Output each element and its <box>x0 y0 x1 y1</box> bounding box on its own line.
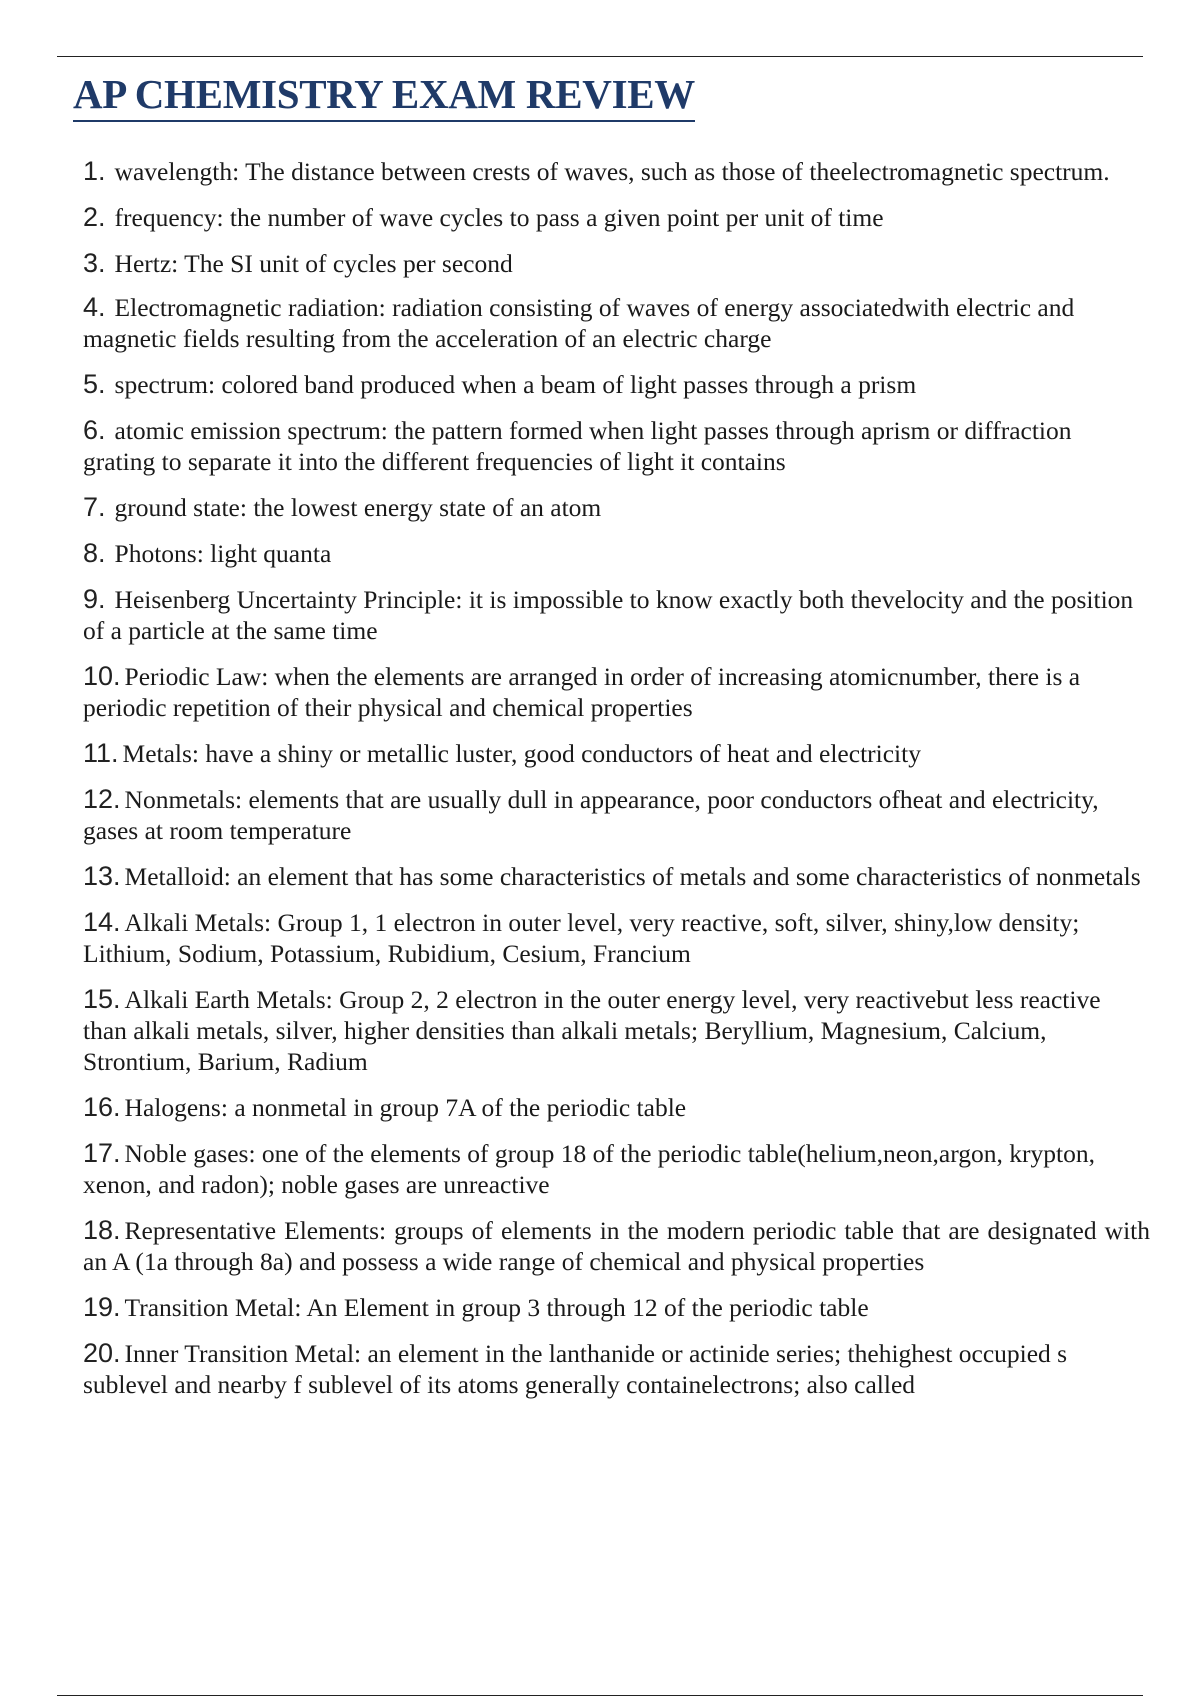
item-number: 10. <box>83 661 121 691</box>
list-item <box>83 248 1150 279</box>
item-text: Heisenberg Uncertainty Principle: it is impossible to know exactly both thevelocity and the position of a particle at the same time <box>83 585 1134 645</box>
list-item <box>83 202 1150 233</box>
item-text: Metals: have a shiny or metallic luster, good conductors of heat and electricity <box>122 739 921 768</box>
item-number: 11. <box>83 738 119 768</box>
list-item <box>83 492 1150 523</box>
list-item <box>83 1215 1150 1277</box>
top-rule <box>57 56 1143 57</box>
item-text: Representative Elements: groups of elements in the modern periodic table that are designated with an A (1a through 8a) and possess a wide range of chemical and physical properties <box>83 1216 1150 1276</box>
list-item <box>83 1092 1150 1123</box>
item-text: Hertz: The SI unit of cycles per second <box>114 249 513 278</box>
list-item <box>83 1338 1150 1400</box>
item-text: Inner Transition Metal: an element in the lanthanide or actinide series; thehighest occupied s sublevel and nearby f sublevel of its atoms generally containelectrons; also called <box>83 1339 1068 1399</box>
item-number: 6. <box>83 415 106 445</box>
item-number: 8. <box>83 538 106 568</box>
item-number: 18. <box>83 1215 121 1245</box>
list-item <box>83 1292 1150 1323</box>
list-item <box>83 292 1150 354</box>
item-text: Photons: light quanta <box>114 539 332 568</box>
item-number: 12. <box>83 784 121 814</box>
page-title: AP CHEMISTRY EXAM REVIEW <box>73 68 695 122</box>
item-text: frequency: the number of wave cycles to pass a given point per unit of time <box>114 203 884 232</box>
list-item <box>83 415 1150 477</box>
list-item <box>83 584 1150 646</box>
list-item <box>83 738 1150 769</box>
item-number: 4. <box>83 292 106 322</box>
item-text: Periodic Law: when the elements are arranged in order of increasing atomicnumber, there is a periodic repetition of their physical and chemical properties <box>83 662 1081 722</box>
list-item <box>83 1138 1150 1200</box>
item-number: 16. <box>83 1092 121 1122</box>
review-list <box>83 156 1150 1415</box>
item-number: 7. <box>83 492 106 522</box>
list-item <box>83 907 1150 969</box>
item-number: 14. <box>83 907 121 937</box>
item-number: 5. <box>83 369 106 399</box>
item-text: Halogens: a nonmetal in group 7A of the periodic table <box>124 1093 687 1122</box>
list-item <box>83 861 1150 892</box>
item-number: 17. <box>83 1138 121 1168</box>
list-item <box>83 156 1150 187</box>
list-item <box>83 369 1150 400</box>
item-number: 2. <box>83 202 106 232</box>
item-text: Metalloid: an element that has some characteristics of metals and some characteristics of nonmetals <box>124 862 1141 891</box>
item-number: 19. <box>83 1292 121 1322</box>
list-item <box>83 984 1150 1077</box>
item-text: Noble gases: one of the elements of group 18 of the periodic table(helium,neon,argon, krypton, xenon, and radon); noble gases are unreactive <box>83 1139 1095 1199</box>
item-text: spectrum: colored band produced when a beam of light passes through a prism <box>114 370 917 399</box>
list-item <box>83 538 1150 569</box>
item-number: 1. <box>83 156 106 186</box>
item-text: Alkali Earth Metals: Group 2, 2 electron in the outer energy level, very reactivebut less reactive than alkali metals, silver, higher densities than alkali metals; Beryllium, Magnesium, Calcium, Strontium, Barium, Radium <box>83 985 1101 1076</box>
list-item <box>83 784 1150 846</box>
bottom-rule <box>57 1695 1143 1696</box>
item-text: wavelength: The distance between crests of waves, such as those of theelectromagnetic spectrum. <box>114 157 1110 186</box>
item-number: 13. <box>83 861 121 891</box>
item-text: Electromagnetic radiation: radiation consisting of waves of energy associatedwith electric and magnetic fields resulting from the acceleration of an electric charge <box>83 293 1075 353</box>
item-number: 3. <box>83 248 106 278</box>
item-text: Nonmetals: elements that are usually dull in appearance, poor conductors ofheat and electricity, gases at room temperature <box>83 785 1099 845</box>
item-text: Transition Metal: An Element in group 3 through 12 of the periodic table <box>124 1293 869 1322</box>
item-text: atomic emission spectrum: the pattern formed when light passes through aprism or diffraction grating to separate it into the different frequencies of light it contains <box>83 416 1072 476</box>
item-text: Alkali Metals: Group 1, 1 electron in outer level, very reactive, soft, silver, shiny,low density; Lithium, Sodium, Potassium, Rubidium, Cesium, Francium <box>83 908 1080 968</box>
list-item <box>83 661 1150 723</box>
item-number: 15. <box>83 984 121 1014</box>
item-number: 20. <box>83 1338 121 1368</box>
item-text: ground state: the lowest energy state of an atom <box>114 493 602 522</box>
item-number: 9. <box>83 584 106 614</box>
